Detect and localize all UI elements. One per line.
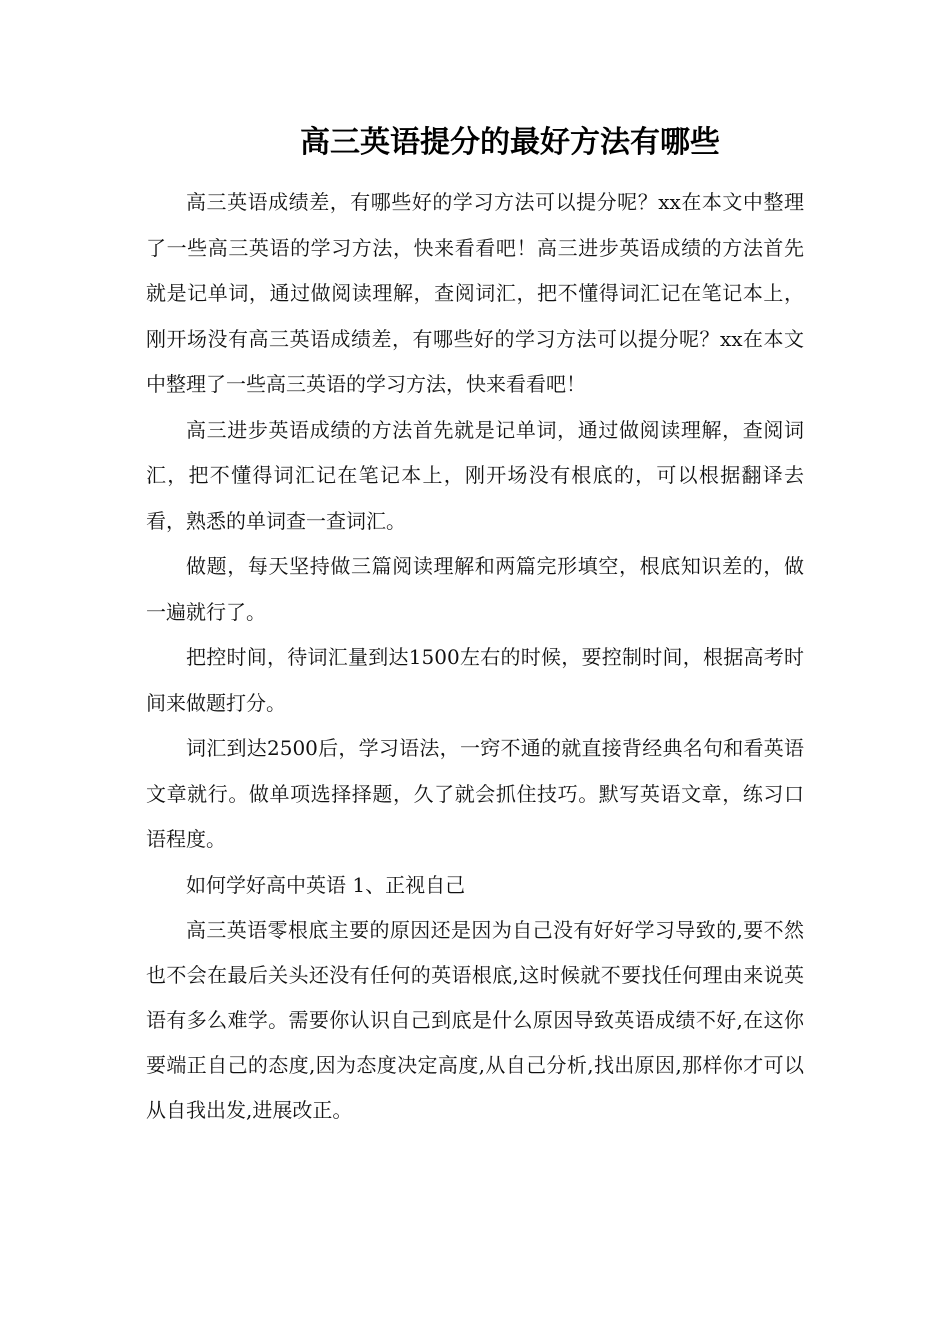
section-heading: 如何学好高中英语 1、正视自己 [186, 872, 466, 897]
paragraph-timing: 把控时间，待词汇量到达1500左右的时候，要控制时间，根据高考时间来做题打分。 [146, 645, 804, 715]
document-body [146, 180, 804, 1133]
paragraph-vocabulary: 高三进步英语成绩的方法首先就是记单词，通过做阅读理解，查阅词汇，把不懂得词汇记在笔记本上，刚开场没有根底的，可以根据翻译去看，熟悉的单词查一查词汇。 [146, 417, 804, 533]
paragraph-attitude: 高三英语零根底主要的原因还是因为自己没有好好学习导致的,要不然也不会在最后关头还没有任何的英语根底,这时候就不要找任何理由来说英语有多么难学。需要你认识自己到底是什么原因导致英语成绩不好,在这你要端正自己的态度,因为态度决定高度,从自己分析,找出原因,那样你才可以从自我出发,进展改正。 [146, 918, 804, 1122]
paragraph-grammar: 词汇到达2500后，学习语法，一窍不通的就直接背经典名句和看英语文章就行。做单项选择择题，久了就会抓住技巧。默写英语文章，练习口语程度。 [146, 736, 804, 851]
document-title: 高三英语提分的最好方法有哪些 [300, 125, 720, 160]
paragraph-practice: 做题，每天坚持做三篇阅读理解和两篇完形填空，根底知识差的，做一遍就行了。 [146, 554, 804, 624]
paragraph-intro: 高三英语成绩差，有哪些好的学习方法可以提分呢？xx在本文中整理了一些高三英语的学习方法，快来看看吧！高三进步英语成绩的方法首先就是记单词，通过做阅读理解，查阅词汇，把不懂得词汇记在笔记本上，刚开场没有高三英语成绩差，有哪些好的学习方法可以提分呢？xx在本文中整理了一些高三英语的学习方法，快来看看吧！ [146, 190, 804, 396]
